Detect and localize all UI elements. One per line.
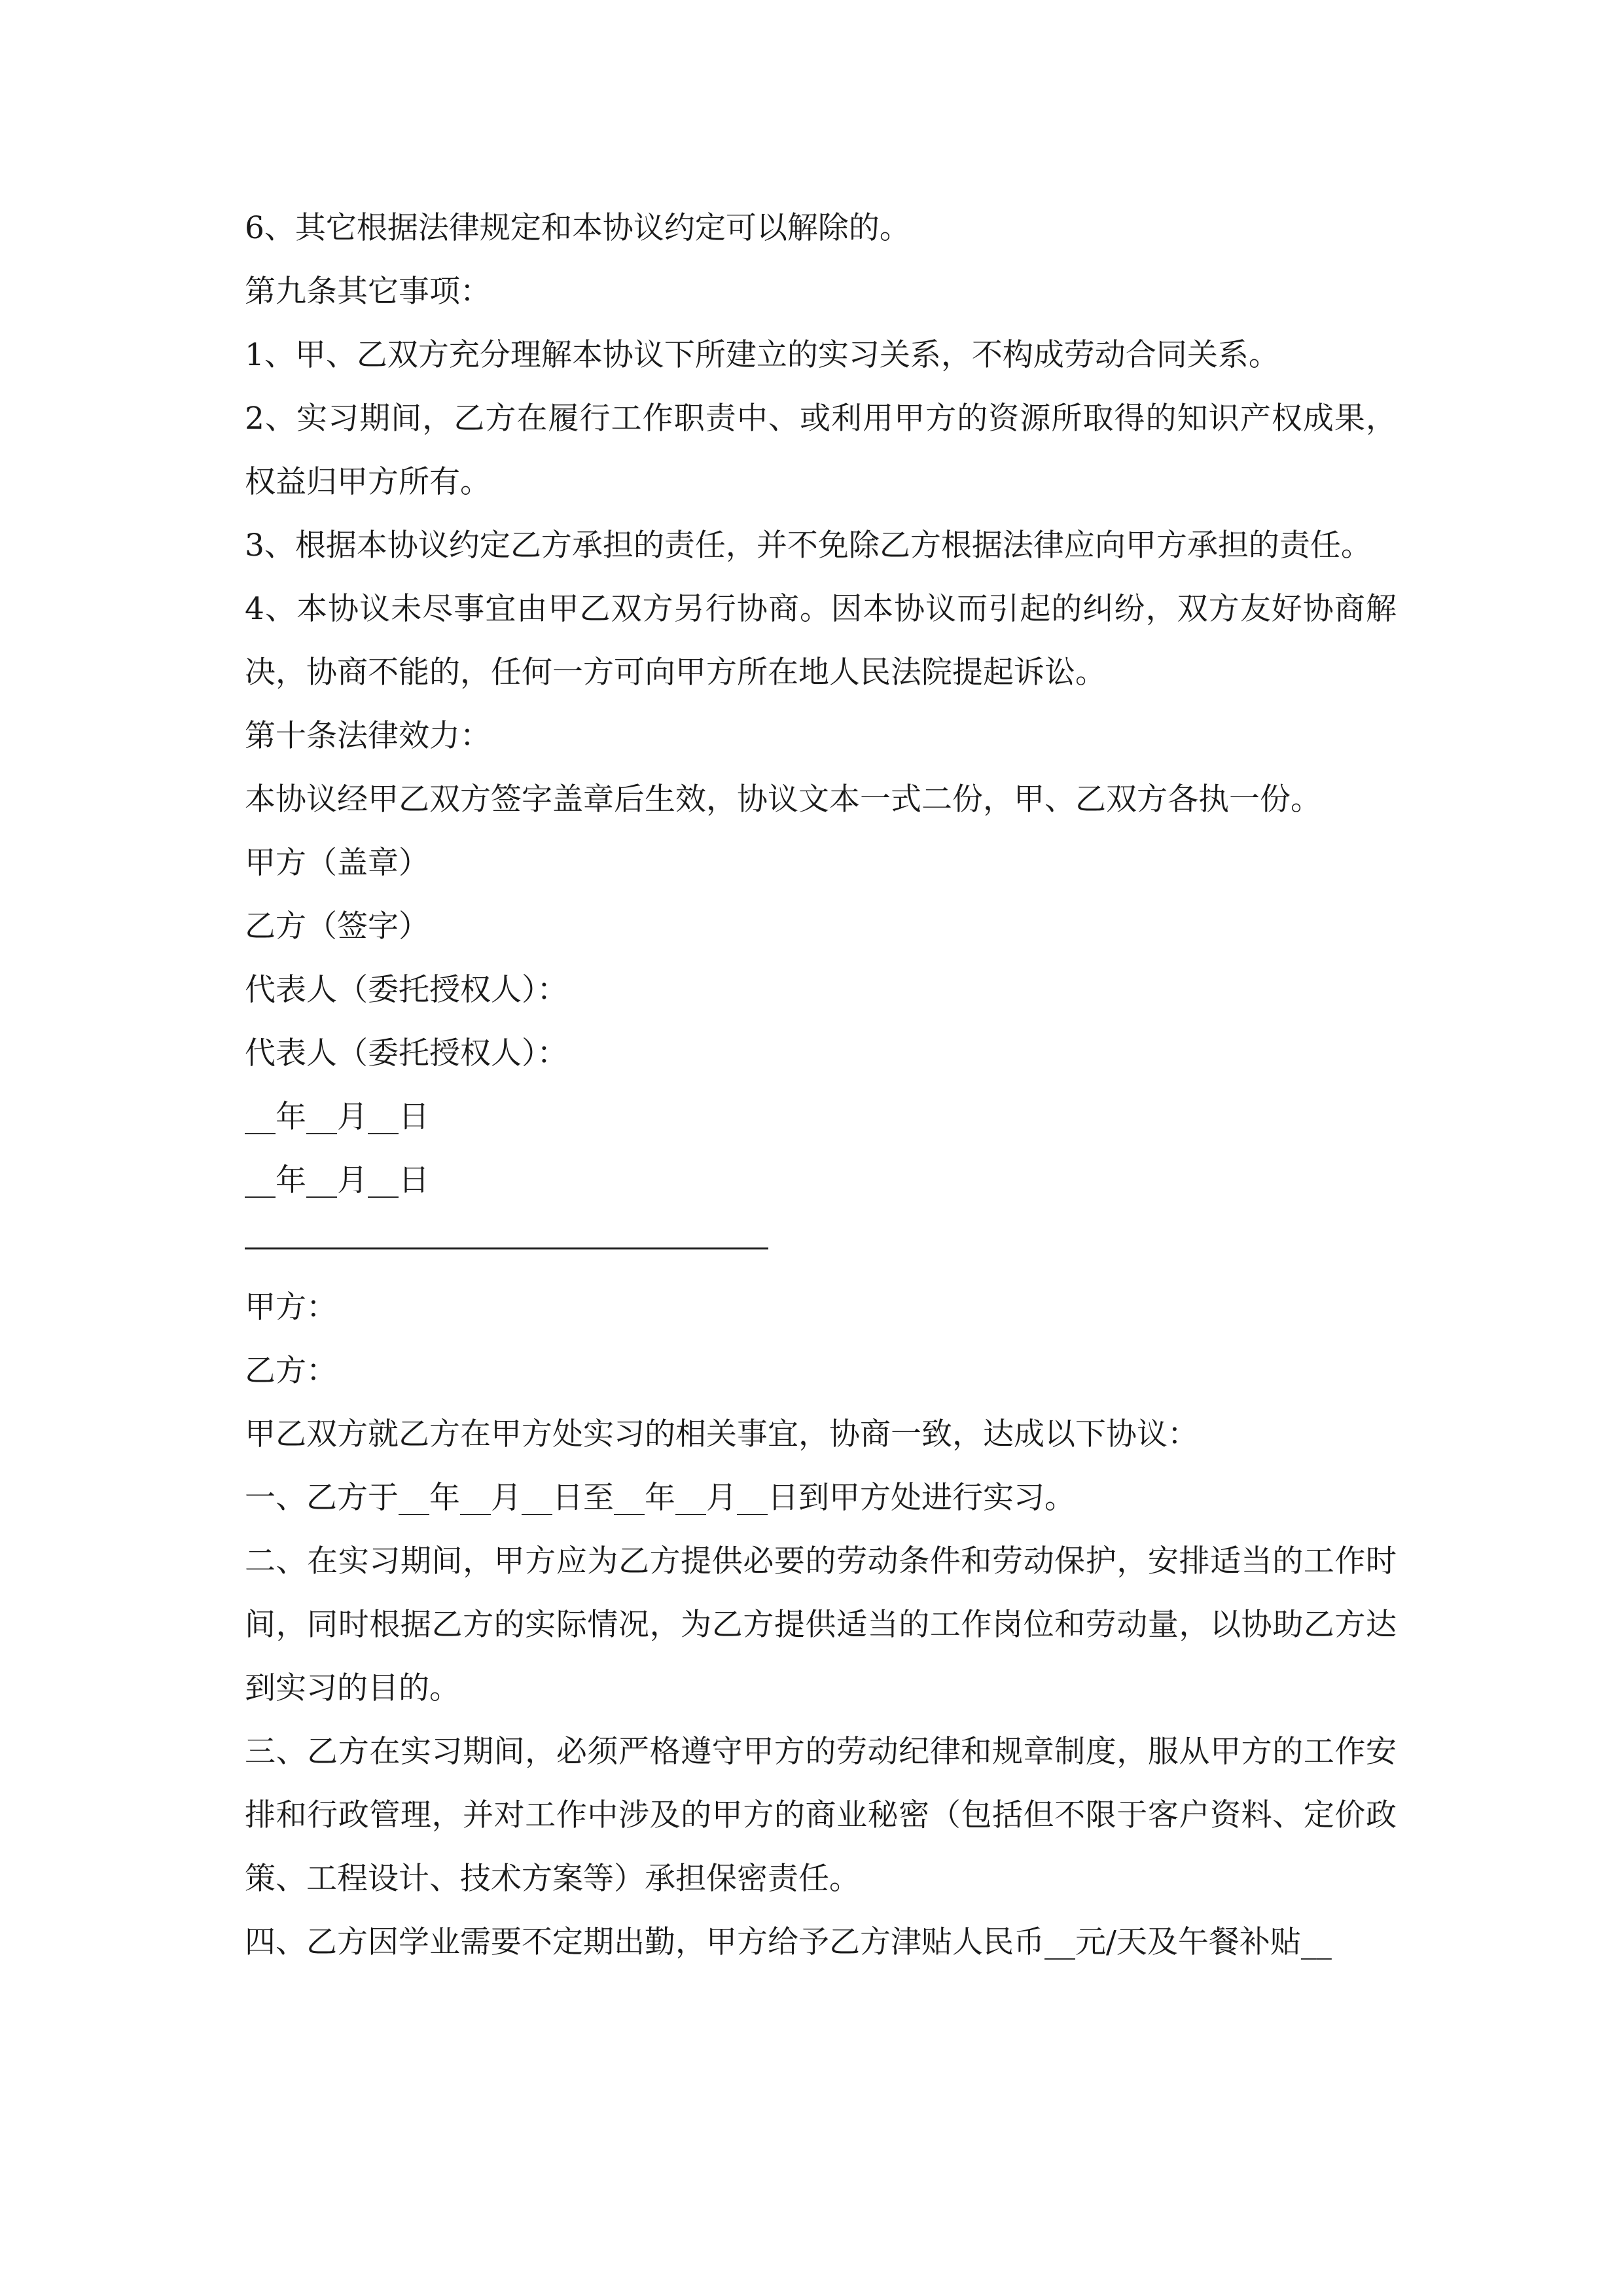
clause-6-termination: 6、其它根据法律规定和本协议约定可以解除的。 xyxy=(245,210,910,246)
section-divider xyxy=(245,1212,1397,1276)
article-9-item-4: 4、本协议未尽事宜由甲乙双方另行协商。因本协议而引起的纠纷，双方友好协商解决，协商不能的，任何一方可向甲方所在地人民法院提起诉讼。 xyxy=(245,591,1397,691)
party-b-label: 乙方： xyxy=(245,1353,337,1389)
agreement-intro: 甲乙双方就乙方在甲方处实习的相关事宜，协商一致，达成以下协议： xyxy=(245,1416,1198,1452)
date-line-b: __年__月__日 xyxy=(245,1162,429,1198)
clause-1-period: 一、乙方于__年__月__日至__年__月__日到甲方处进行实习。 xyxy=(245,1480,1075,1516)
divider-rule xyxy=(245,1247,768,1249)
clause-4-allowance: 四、乙方因学业需要不定期出勤，甲方给予乙方津贴人民币__元/天及午餐补贴__ xyxy=(245,1924,1332,1960)
article-9-heading: 第九条其它事项： xyxy=(245,274,491,310)
party-b-sign-label: 乙方（签字） xyxy=(245,908,429,944)
representative-label-b: 代表人（委托授权人）： xyxy=(245,1035,568,1071)
representative-label-a: 代表人（委托授权人）： xyxy=(245,972,568,1008)
article-10-heading: 第十条法律效力： xyxy=(245,718,491,754)
document-body xyxy=(245,196,1397,1974)
clause-3-confidentiality: 三、乙方在实习期间，必须严格遵守甲方的劳动纪律和规章制度，服从甲方的工作安排和行政管理，并对工作中涉及的甲方的商业秘密（包括但不限于客户资料、定价政策、工程设计、技术方案等）承担保密责任。 xyxy=(245,1734,1397,1897)
date-line-a: __年__月__日 xyxy=(245,1099,429,1135)
party-a-seal-label: 甲方（盖章） xyxy=(245,845,429,881)
article-9-item-2: 2、实习期间，乙方在履行工作职责中、或利用甲方的资源所取得的知识产权成果，权益归甲方所有。 xyxy=(245,401,1397,500)
article-10-text: 本协议经甲乙双方签字盖章后生效，协议文本一式二份，甲、乙双方各执一份。 xyxy=(245,781,1321,817)
party-a-label: 甲方： xyxy=(245,1289,337,1325)
article-9-item-1: 1、甲、乙双方充分理解本协议下所建立的实习关系，不构成劳动合同关系。 xyxy=(245,337,1279,373)
article-9-item-3: 3、根据本协议约定乙方承担的责任，并不免除乙方根据法律应向甲方承担的责任。 xyxy=(245,528,1372,564)
clause-2-conditions: 二、在实习期间，甲方应为乙方提供必要的劳动条件和劳动保护，安排适当的工作时间，同时根据乙方的实际情况，为乙方提供适当的工作岗位和劳动量，以协助乙方达到实习的目的。 xyxy=(245,1543,1397,1706)
